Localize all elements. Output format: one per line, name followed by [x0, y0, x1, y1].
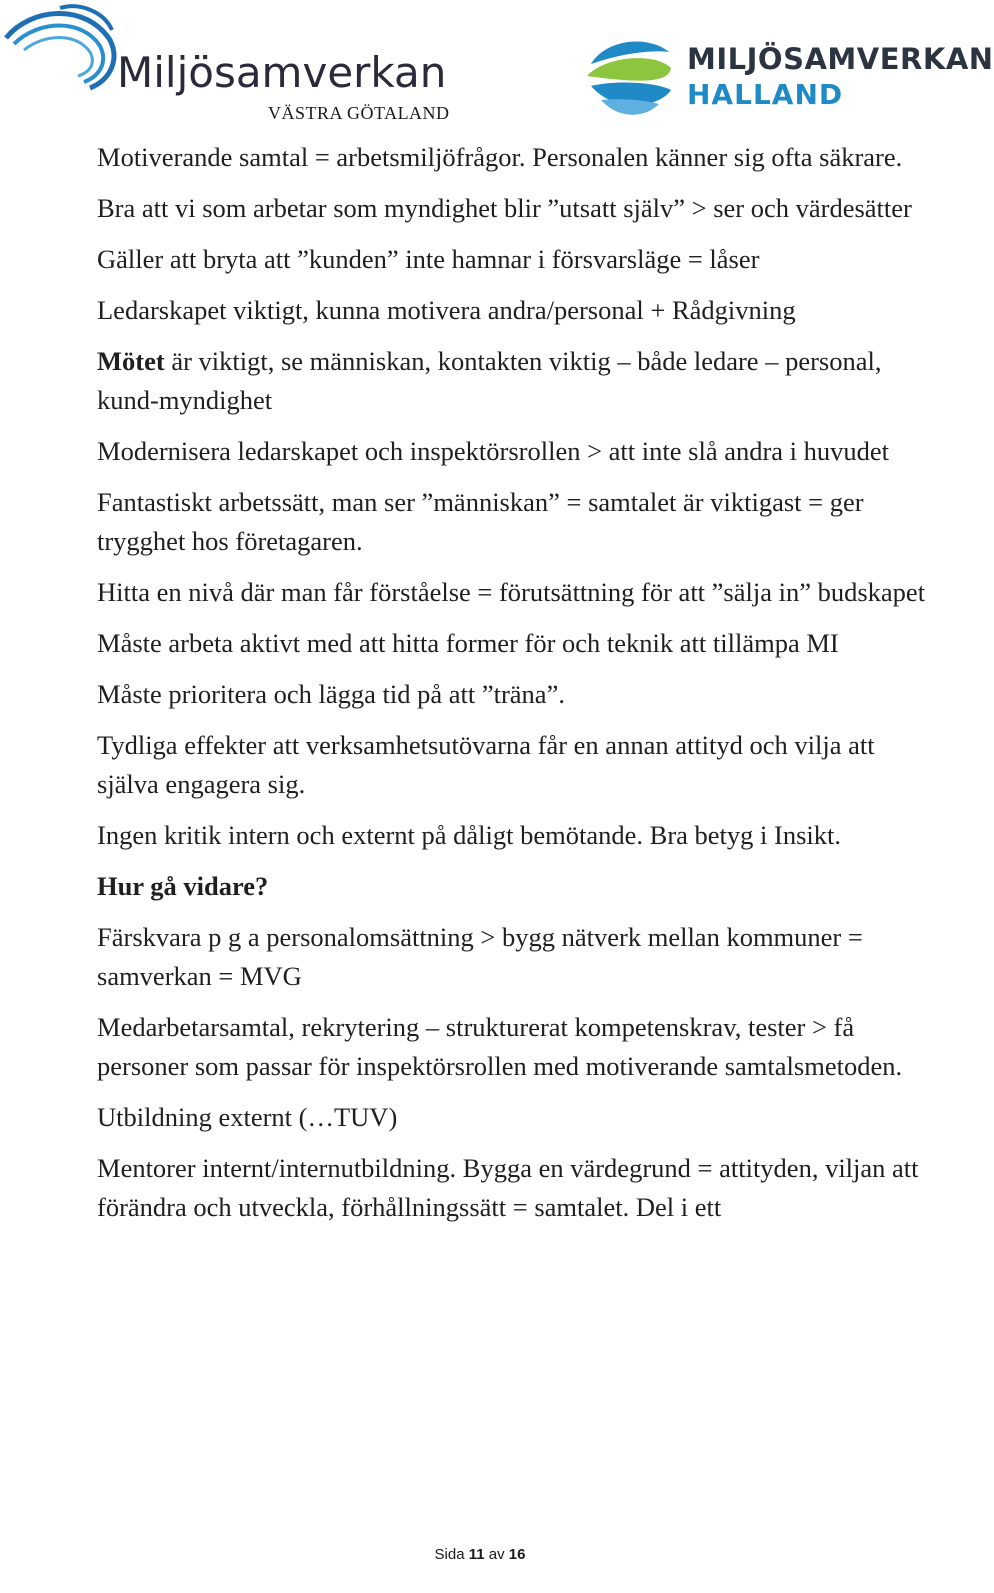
paragraph: Motiverande samtal = arbetsmiljöfrågor. Personalen känner sig ofta säkrare.	[97, 142, 903, 172]
paragraph: Ledarskapet viktigt, kunna motivera andra/personal + Rådgivning	[97, 295, 796, 325]
paragraph: Tydliga effekter att verksamhetsutövarna får en annan attityd och vilja att själva engagera sig.	[97, 730, 875, 799]
paragraph: Färskvara p g a personalomsättning > bygg nätverk mellan kommuner = samverkan = MVG	[97, 922, 863, 991]
paragraph: Måste arbeta aktivt med att hitta former för och teknik att tillämpa MI	[97, 628, 839, 658]
paragraph: Medarbetarsamtal, rekrytering – strukturerat kompetenskrav, tester > få personer som passar för inspektörsrollen med motiverande samtalsmetoden.	[97, 1012, 903, 1081]
paragraph-text: är viktigt, se människan, kontakten viktig – både ledare – personal, kund-myndighet	[97, 346, 882, 415]
paragraph: Måste prioritera och lägga tid på att ”träna”.	[97, 679, 565, 709]
motet-lead: Mötet	[97, 346, 165, 376]
swirl-logo-icon	[0, 0, 120, 100]
section-heading: Hur gå vidare?	[97, 871, 269, 901]
footer-page-number: 11	[468, 1546, 485, 1563]
document-body	[97, 138, 927, 1239]
paragraph-motet	[97, 342, 927, 420]
right-logo-region: HALLAND	[687, 78, 844, 111]
paragraph: Hitta en nivå där man får förståelse = förutsättning för att ”sälja in” budskapet	[97, 577, 926, 607]
miljosamverkan-halland-logo	[585, 30, 994, 125]
paragraph: Bra att vi som arbetar som myndighet blir ”utsatt själv” > ser och värdesätter	[97, 193, 912, 223]
paragraph: Ingen kritik intern och externt på dåligt bemötande. Bra betyg i Insikt.	[97, 820, 842, 850]
right-logo-name: MILJÖSAMVERKAN	[687, 42, 994, 76]
footer-prefix: Sida	[434, 1546, 465, 1563]
paragraph: Gäller att bryta att ”kunden” inte hamnar i försvarsläge = låser	[97, 244, 760, 274]
paragraph: Modernisera ledarskapet och inspektörsrollen > att inte slå andra i huvudet	[97, 436, 890, 466]
paragraph: Fantastiskt arbetssätt, man ser ”människan” = samtalet är viktigast = ger trygghet hos företagaren.	[97, 487, 864, 556]
paragraph: Mentorer internt/internutbildning. Bygga en värdegrund = attityden, viljan att förändra och utveckla, förhållningssätt = samtalet. Del i ett	[97, 1153, 919, 1222]
halland-emblem-icon	[585, 34, 675, 122]
page-header	[0, 0, 994, 130]
paragraph: Utbildning externt (…TUV)	[97, 1102, 398, 1132]
page-footer	[0, 1546, 960, 1563]
footer-of: av	[488, 1546, 505, 1563]
left-logo-name: Miljösamverkan	[117, 48, 447, 97]
miljosamverkan-vastra-gotaland-logo	[0, 0, 460, 128]
left-logo-region: VÄSTRA GÖTALAND	[268, 103, 450, 123]
footer-total-pages: 16	[508, 1546, 526, 1563]
